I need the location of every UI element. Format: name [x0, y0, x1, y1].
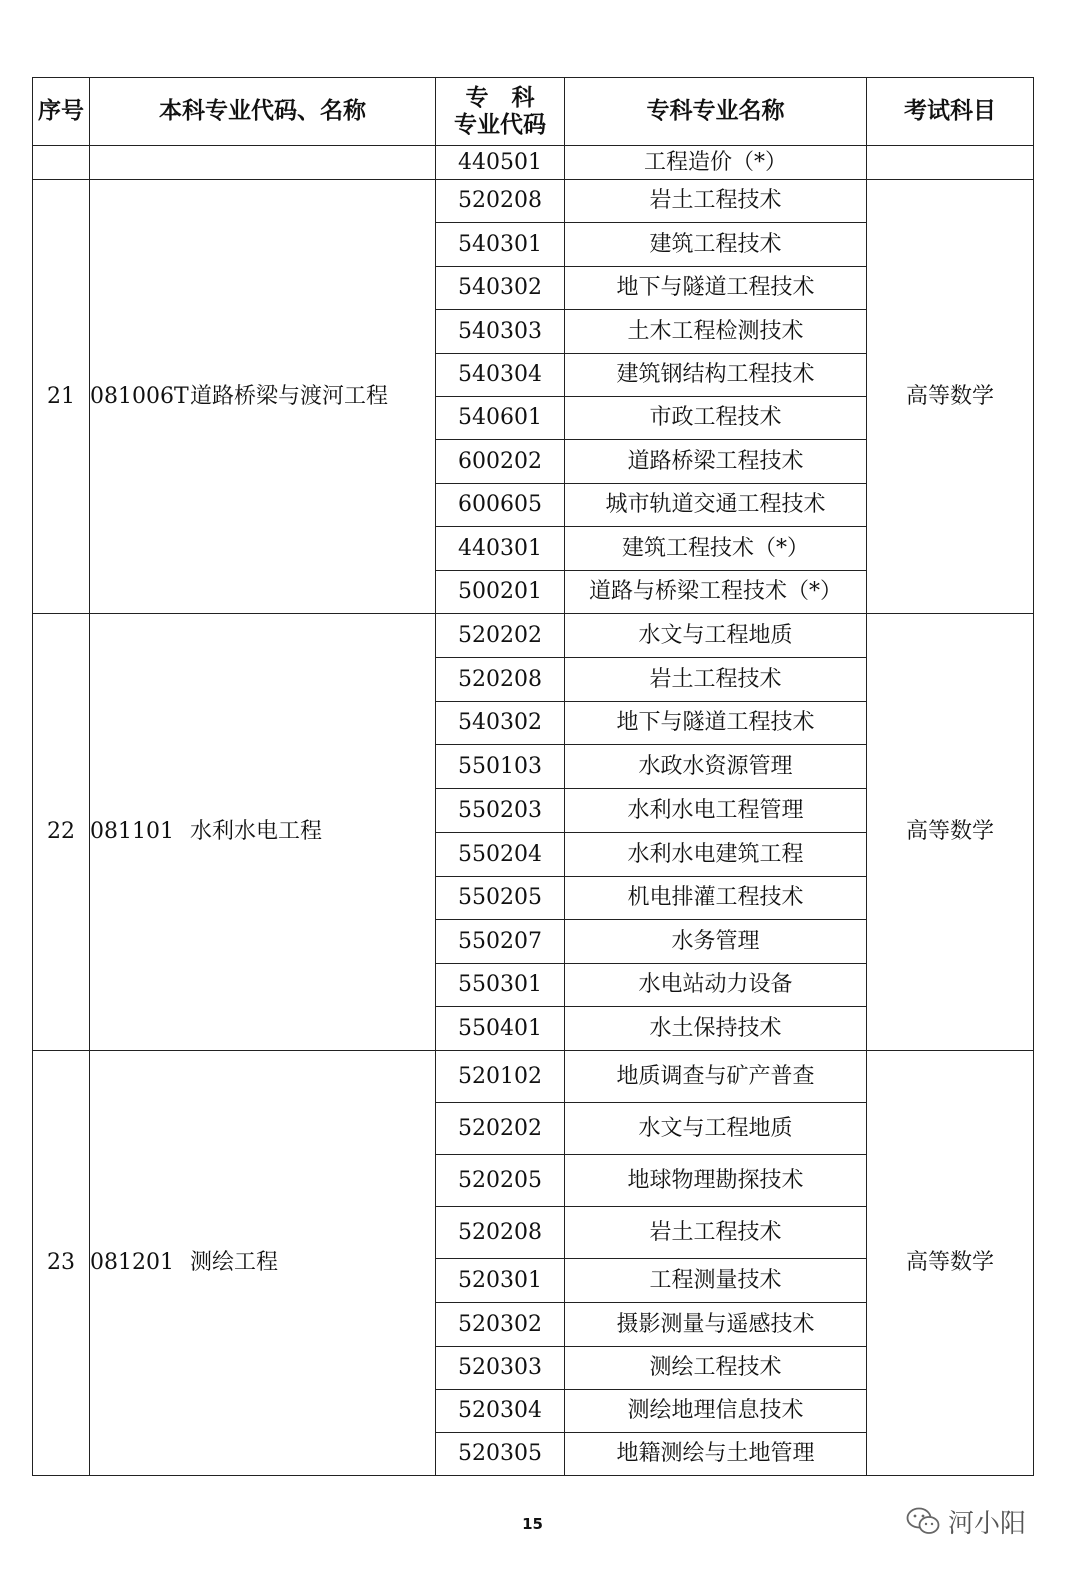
vocational-code-cell: 550203	[436, 789, 565, 833]
vocational-code-cell: 540302	[436, 267, 565, 310]
vocational-code-cell: 550401	[436, 1007, 565, 1051]
vocational-code-cell: 540303	[436, 310, 565, 354]
wechat-icon	[906, 1506, 940, 1536]
header-seq: 序号	[33, 78, 90, 146]
vocational-name-cell: 地下与隧道工程技术	[565, 267, 867, 310]
seq-cell: 23	[33, 1051, 90, 1476]
undergrad-code: 081006T	[90, 383, 189, 409]
exam-cell: 高等数学	[867, 180, 1034, 614]
vocational-code-cell: 540302	[436, 702, 565, 745]
vocational-code-cell: 520202	[436, 614, 565, 658]
vocational-name-cell: 地籍测绘与土地管理	[565, 1433, 867, 1476]
vocational-code-cell: 600605	[436, 484, 565, 527]
vocational-name-cell: 水务管理	[565, 920, 867, 964]
vocational-code-cell: 520208	[436, 1207, 565, 1259]
undergrad-name: 水利水电工程	[190, 819, 323, 845]
header-vocational-code-line2: 专业代码	[454, 111, 546, 138]
vocational-code-cell: 440501	[436, 146, 565, 180]
vocational-name-cell: 水土保持技术	[565, 1007, 867, 1051]
vocational-code-cell: 540304	[436, 354, 565, 397]
vocational-code-cell: 520208	[436, 658, 565, 702]
majors-table	[32, 77, 1034, 1476]
seq-cell: 21	[33, 180, 90, 614]
vocational-name-cell: 岩土工程技术	[565, 1207, 867, 1259]
header-vocational-code-line1: 专 科	[465, 85, 535, 112]
header-vocational-name: 专科专业名称	[565, 78, 867, 146]
vocational-name-cell: 建筑钢结构工程技术	[565, 354, 867, 397]
vocational-code-cell: 520208	[436, 180, 565, 223]
vocational-name-cell: 水电站动力设备	[565, 964, 867, 1007]
exam-cell: 高等数学	[867, 614, 1034, 1051]
undergrad-name: 测绘工程	[190, 1250, 279, 1276]
undergrad-cell	[90, 180, 436, 614]
vocational-name-cell: 测绘工程技术	[565, 1347, 867, 1390]
header-exam: 考试科目	[867, 78, 1034, 146]
table-row	[33, 180, 1034, 223]
vocational-code-cell: 520303	[436, 1347, 565, 1390]
vocational-code-cell: 520304	[436, 1390, 565, 1433]
vocational-name-cell: 摄影测量与遥感技术	[565, 1303, 867, 1347]
vocational-name-cell: 工程造价（*）	[565, 146, 867, 180]
vocational-code-cell: 520202	[436, 1103, 565, 1155]
vocational-code-cell: 540601	[436, 397, 565, 440]
seq-cell	[33, 146, 90, 180]
table-row	[33, 146, 1034, 180]
vocational-name-cell: 岩土工程技术	[565, 658, 867, 702]
vocational-name-cell: 水政水资源管理	[565, 745, 867, 789]
vocational-name-cell: 道路与桥梁工程技术（*）	[565, 571, 867, 614]
exam-cell	[867, 146, 1034, 180]
undergrad-code: 081101	[90, 819, 174, 845]
page-number: 15	[522, 1515, 543, 1533]
vocational-name-cell: 土木工程检测技术	[565, 310, 867, 354]
vocational-name-cell: 建筑工程技术（*）	[565, 527, 867, 571]
vocational-code-cell: 520102	[436, 1051, 565, 1103]
vocational-name-cell: 地质调查与矿产普查	[565, 1051, 867, 1103]
header-undergrad: 本科专业代码、名称	[90, 78, 436, 146]
vocational-code-cell: 550301	[436, 964, 565, 1007]
undergrad-cell	[90, 1051, 436, 1476]
vocational-name-cell: 工程测量技术	[565, 1259, 867, 1303]
vocational-name-cell: 岩土工程技术	[565, 180, 867, 223]
vocational-code-cell: 550205	[436, 877, 565, 920]
vocational-code-cell: 520302	[436, 1303, 565, 1347]
table-body	[33, 146, 1034, 1476]
vocational-name-cell: 道路桥梁工程技术	[565, 440, 867, 484]
vocational-code-cell: 540301	[436, 223, 565, 267]
vocational-code-cell: 550204	[436, 833, 565, 877]
vocational-name-cell: 水利水电工程管理	[565, 789, 867, 833]
vocational-code-cell: 550103	[436, 745, 565, 789]
watermark	[906, 1503, 1026, 1539]
exam-cell: 高等数学	[867, 1051, 1034, 1476]
undergrad-code: 081201	[90, 1250, 174, 1276]
vocational-name-cell: 市政工程技术	[565, 397, 867, 440]
header-row	[33, 78, 1034, 146]
table-row	[33, 1051, 1034, 1103]
vocational-code-cell: 600202	[436, 440, 565, 484]
vocational-name-cell: 水文与工程地质	[565, 1103, 867, 1155]
vocational-code-cell: 440301	[436, 527, 565, 571]
table-row	[33, 614, 1034, 658]
watermark-text: 河小阳	[948, 1508, 1027, 1539]
vocational-name-cell: 建筑工程技术	[565, 223, 867, 267]
vocational-code-cell: 500201	[436, 571, 565, 614]
vocational-code-cell: 550207	[436, 920, 565, 964]
vocational-code-cell: 520205	[436, 1155, 565, 1207]
vocational-code-cell: 520305	[436, 1433, 565, 1476]
vocational-name-cell: 城市轨道交通工程技术	[565, 484, 867, 527]
vocational-name-cell: 测绘地理信息技术	[565, 1390, 867, 1433]
seq-cell: 22	[33, 614, 90, 1051]
vocational-name-cell: 机电排灌工程技术	[565, 877, 867, 920]
undergrad-cell	[90, 614, 436, 1051]
header-vocational-code	[436, 78, 565, 146]
vocational-name-cell: 地球物理勘探技术	[565, 1155, 867, 1207]
vocational-name-cell: 水文与工程地质	[565, 614, 867, 658]
vocational-code-cell: 520301	[436, 1259, 565, 1303]
vocational-name-cell: 水利水电建筑工程	[565, 833, 867, 877]
undergrad-name: 道路桥梁与渡河工程	[190, 383, 389, 409]
vocational-name-cell: 地下与隧道工程技术	[565, 702, 867, 745]
undergrad-cell	[90, 146, 436, 180]
